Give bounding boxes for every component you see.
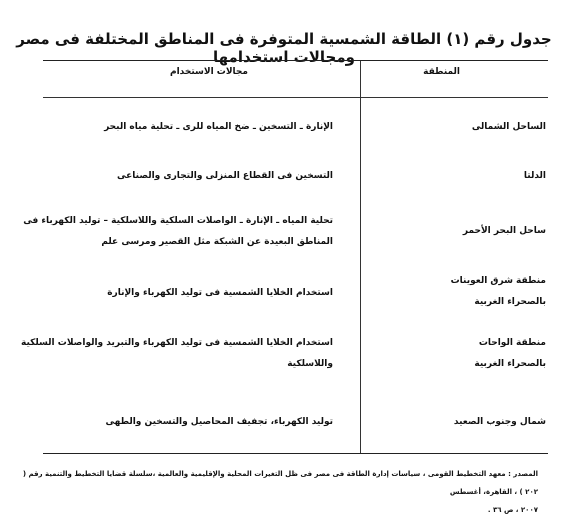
source-line: المصدر : معهد التخطيط القومى ، سياسات إدارة الطاقة فى مصر فى ظل التغيرات المحلية والإقليمية والعالمية ،سلسلة قضايا التخطيط والتنمية رقم ( ٢٠٢ ) ، القاهرة، أغسطس	[22, 470, 538, 496]
uses-line: تحلية المياه ـ الإنارة ـ الواصلات السلكية واللاسلكية – توليد الكهرباء فى	[23, 216, 333, 226]
uses-line: الإنارة ـ التسخين ـ ضخ المياه للرى ـ تحلية مياه البحر	[104, 122, 333, 132]
source-line: ٢٠٠٧ ، ص ٣٦ .	[487, 506, 538, 514]
region-line: بالصحراء الغربية	[474, 359, 546, 369]
region-cell	[376, 166, 546, 187]
source-note	[18, 465, 538, 519]
region-cell	[376, 271, 546, 313]
region-cell	[376, 117, 546, 138]
solar-energy-table	[20, 60, 548, 454]
region-line: بالصحراء الغربية	[474, 297, 546, 307]
header-region: المنطقة	[423, 67, 460, 77]
uses-line: استخدام الخلايا الشمسية فى توليد الكهرباء والإنارة	[107, 288, 333, 298]
uses-line: المناطق البعيدة عن الشبكة مثل القصير ومرسى علم	[101, 237, 333, 247]
column-divider	[360, 61, 361, 453]
region-line: شمال وجنوب الصعيد	[453, 417, 546, 427]
uses-cell	[23, 211, 333, 253]
region-line: منطقة الواحات	[478, 338, 546, 348]
uses-cell	[48, 166, 333, 187]
region-line: الساحل الشمالى	[471, 122, 546, 132]
uses-line: التسخين فى القطاع المنزلى والتجارى والصناعى	[117, 171, 333, 181]
region-line: منطقة شرق العوينات	[450, 276, 546, 286]
uses-cell	[48, 283, 333, 304]
uses-line: توليد الكهرباء، تجفيف المحاصيل والتسخين والطهى	[105, 417, 333, 427]
region-cell	[376, 221, 546, 242]
uses-line: واللاسلكية	[287, 359, 333, 369]
header-divider	[43, 97, 548, 98]
uses-cell	[48, 412, 333, 433]
region-cell	[376, 412, 546, 433]
region-line: الدلتا	[523, 171, 546, 181]
region-line: ساحل البحر الأحمر	[462, 226, 546, 236]
table-title: جدول رقم (١) الطاقة الشمسية المتوفرة فى المناطق المختلفة فى مصر ومجالات استخدامها	[16, 30, 552, 66]
uses-cell	[20, 333, 333, 375]
uses-line: استخدام الخلايا الشمسية فى توليد الكهرباء والتبريد والواصلات السلكية	[20, 338, 333, 348]
region-cell	[376, 333, 546, 375]
header-uses: مجالات الاستخدام	[170, 67, 248, 77]
uses-cell	[48, 117, 333, 138]
